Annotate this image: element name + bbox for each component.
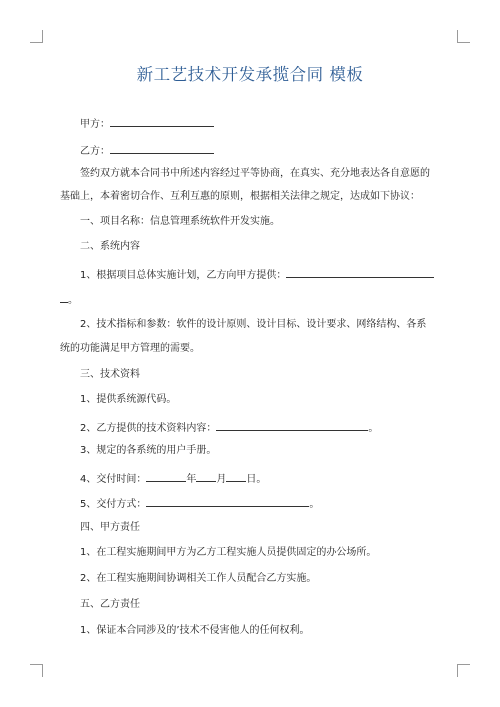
item-2-1-continuation xyxy=(60,291,78,308)
party-b-blank[interactable] xyxy=(110,142,214,154)
item-4-2: 2、在工程实施期间协调相关工作人员配合乙方实施。 xyxy=(80,573,317,584)
item-3-2-end: 。 xyxy=(368,423,379,434)
item-3-2-blank[interactable] xyxy=(216,419,368,431)
party-b-line xyxy=(80,142,214,159)
section-3-heading: 三、技术资料 xyxy=(80,369,140,380)
item-3-5-end: 。 xyxy=(309,499,320,510)
item-3-5-line xyxy=(80,495,319,512)
section-4-heading: 四、甲方责任 xyxy=(80,522,140,533)
item-3-4-line xyxy=(80,470,266,487)
item-2-1-blank-cont[interactable] xyxy=(60,291,68,303)
intro-line-2: 基础上，本着密切合作、互利互惠的原则，根据相关法律之规定，达成如下协议： xyxy=(60,191,420,202)
item-5-1: 1、保证本合同涉及的’技术不侵害他人的任何权利。 xyxy=(80,625,310,636)
delivery-year-blank[interactable] xyxy=(146,470,186,482)
item-3-4-day: 日。 xyxy=(246,474,267,485)
item-2-1-blank[interactable] xyxy=(286,266,434,278)
intro-line-1: 签约双方就本合同书中所述内容经过平等协商，在真实、充分地表达各自意愿的 xyxy=(80,168,430,179)
section-5-heading: 五、乙方责任 xyxy=(80,599,140,610)
corner-mark-bottom-left xyxy=(30,664,43,677)
item-3-2-line xyxy=(80,419,378,436)
delivery-day-blank[interactable] xyxy=(226,470,246,482)
item-3-4-month: 月 xyxy=(216,474,227,485)
corner-mark-top-right xyxy=(457,30,470,43)
party-a-blank[interactable] xyxy=(110,115,214,127)
corner-mark-top-left xyxy=(30,30,43,43)
item-2-1-text: 1、根据项目总体实施计划，乙方向甲方提供： xyxy=(80,270,287,281)
item-3-4-text: 4、交付时间： xyxy=(80,474,147,485)
document-title: 新工艺技术开发承揽合同 模板 xyxy=(136,65,364,84)
item-3-5-blank[interactable] xyxy=(146,495,309,507)
party-b-label: 乙方： xyxy=(80,146,110,157)
section-2-heading: 二、系统内容 xyxy=(80,241,140,252)
item-2-2-line-2: 统的功能满足甲方管理的需要。 xyxy=(60,343,200,354)
item-3-1: 1、提供系统源代码。 xyxy=(80,394,177,405)
party-a-label: 甲方： xyxy=(80,119,110,130)
item-4-1: 1、在工程实施期间甲方为乙方工程实施人员提供固定的办公场所。 xyxy=(80,547,377,558)
item-3-4-year: 年 xyxy=(186,474,197,485)
item-3-5-text: 5、交付方式： xyxy=(80,499,147,510)
item-2-1-end: 。 xyxy=(68,295,78,306)
item-2-2-line-1: 2、技术指标和参数：软件的设计原则、设计目标、设计要求、网络结构、各系 xyxy=(80,319,427,330)
party-a-line xyxy=(80,115,214,132)
section-1-project-name: 一、项目名称：信息管理系统软件开发实施。 xyxy=(80,216,280,227)
item-3-3: 3、规定的各系统的用户手册。 xyxy=(80,445,217,456)
corner-mark-bottom-right xyxy=(457,664,470,677)
item-2-1-line xyxy=(80,266,434,283)
delivery-month-blank[interactable] xyxy=(196,470,216,482)
item-3-2-text: 2、乙方提供的技术资料内容： xyxy=(80,423,217,434)
